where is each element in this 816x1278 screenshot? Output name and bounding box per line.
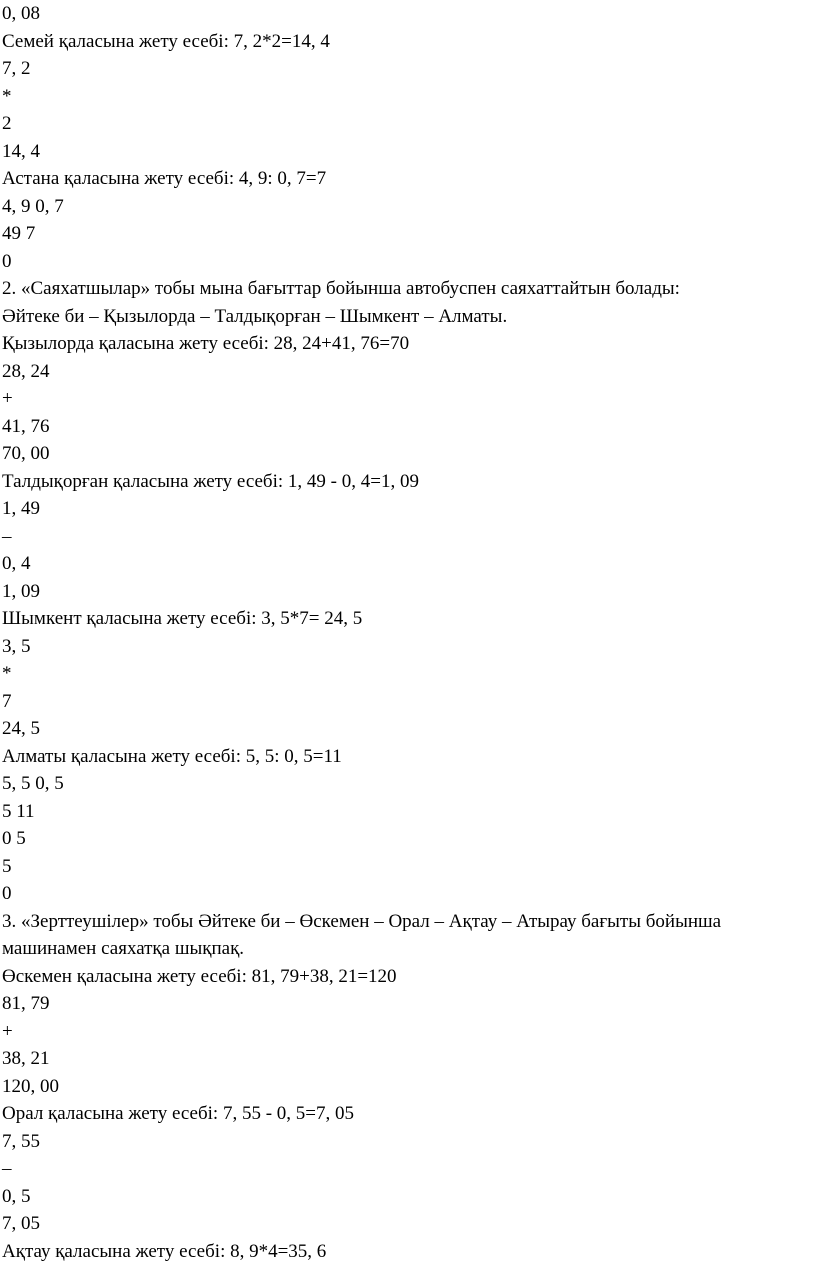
- text-line: –: [2, 1158, 12, 1179]
- text-line: 0, 4: [2, 553, 31, 574]
- text-line: 0, 08: [2, 3, 40, 24]
- text-line: 7, 55: [2, 1130, 40, 1152]
- text-line: +: [2, 388, 13, 409]
- text-line: 2. «Саяхатшылар» тобы мына бағыттар бойынша автобуспен саяхаттайтын болады:: [2, 278, 680, 299]
- text-line: Талдықорған қаласына жету есебі: 1, 49 - 0, 4=1, 09: [2, 470, 419, 492]
- text-line: 28, 24: [2, 360, 50, 382]
- text-line: 5, 5 0, 5: [2, 773, 64, 794]
- text-line: Орал қаласына жету есебі: 7, 55 - 0, 5=7, 05: [2, 1103, 354, 1124]
- text-line: 14, 4: [2, 140, 40, 162]
- text-line: 2: [2, 113, 12, 134]
- text-line: 7, 05: [2, 1213, 40, 1234]
- text-line: 3, 5: [2, 635, 31, 657]
- text-line: *: [2, 85, 12, 107]
- text-line: 0 5: [2, 828, 26, 849]
- text-line: машинамен саяхатқа шықпақ.: [2, 938, 245, 959]
- text-line: 120, 00: [2, 1075, 59, 1097]
- text-line: 7, 2: [2, 58, 31, 79]
- text-line: 4, 9 0, 7: [2, 195, 64, 217]
- text-line: 0: [2, 883, 12, 904]
- text-line: +: [2, 1020, 13, 1042]
- text-line: 24, 5: [2, 718, 40, 739]
- text-line: –: [2, 525, 12, 547]
- text-line: Семей қаласына жету есебі: 7, 2*2=14, 4: [2, 30, 330, 52]
- text-line: Әйтеке би – Қызылорда – Талдықорған – Шымкент – Алматы.: [2, 305, 508, 327]
- text-line: Алматы қаласына жету есебі: 5, 5: 0, 5=11: [2, 745, 342, 767]
- text-line: Ақтау қаласына жету есебі: 8, 9*4=35, 6: [2, 1240, 327, 1262]
- text-line: Қызылорда қаласына жету есебі: 28, 24+41, 76=70: [2, 333, 410, 354]
- text-line: 3. «Зерттеушілер» тобы Әйтеке би – Өскемен – Орал – Ақтау – Атырау бағыты бойынша: [2, 910, 722, 932]
- text-line: 38, 21: [2, 1048, 50, 1069]
- text-line: 0: [2, 250, 12, 272]
- text-line: 49 7: [2, 223, 36, 244]
- text-line: 5: [2, 855, 12, 877]
- text-line: 0, 5: [2, 1185, 31, 1207]
- text-line: 81, 79: [2, 993, 50, 1014]
- text-line: Шымкент қаласына жету есебі: 3, 5*7= 24, 5: [2, 608, 363, 629]
- text-line: 70, 00: [2, 443, 50, 464]
- text-line: 41, 76: [2, 415, 50, 437]
- text-line: 1, 49: [2, 498, 40, 519]
- text-line: *: [2, 663, 12, 684]
- text-line: 7: [2, 690, 12, 712]
- text-line: 5 11: [2, 800, 35, 822]
- text-line: 1, 09: [2, 580, 40, 602]
- text-line: Астана қаласына жету есебі: 4, 9: 0, 7=7: [2, 168, 327, 189]
- text-line: Өскемен қаласына жету есебі: 81, 79+38, 21=120: [2, 965, 397, 987]
